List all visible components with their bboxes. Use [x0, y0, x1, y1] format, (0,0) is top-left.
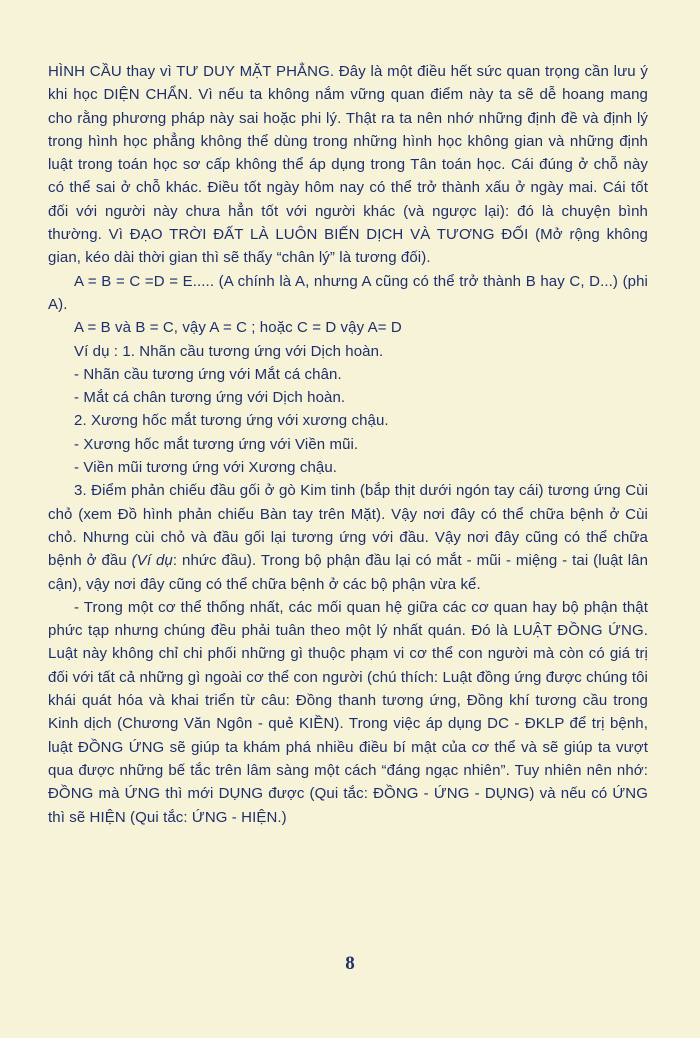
list-item: - Nhãn cầu tương ứng với Mắt cá chân. — [74, 365, 342, 383]
list-item: - Xương hốc mắt tương ứng với Viền mũi. — [74, 435, 359, 453]
page-number: 8 — [345, 953, 355, 974]
paragraph-2: A = B = C =D = E..... (A chính là A, nhưng A cũng có thể trở thành B hay C, D...) (phi A). — [48, 272, 648, 313]
text-run: 3. Điểm phản chiếu đầu gối ở gò Kim tinh (bắp thịt dưới ngón tay cái) tương ứng Cùi chỏ (xem Đồ hình phản chiếu Bàn tay trên Mặt). Vậy nơi đây có thể chữa bệnh ở Cùi chỏ. Nhưng cùi chỏ và đầu gối lại tương ứng với đầu. Vậy nơi đây cũng có thể chữa bệnh ở đầu — [48, 482, 648, 570]
list-item: 2. Xương hốc mắt tương ứng với xương chậu. — [74, 412, 389, 430]
paragraph-dong-ung: - Trong một cơ thể thống nhất, các mối quan hệ giữa các cơ quan hay bộ phận thật phức tạp nhưng chúng đều phải tuân theo một lý nhất quán. Đó là LUẬT ĐỒNG ỨNG. Luật này không chỉ chi phối những gì thuộc phạm vi cơ thể con người mà còn có giá trị đối với tất cả những gì ngoài cơ thể con người (chú thích: Luật đồng ứng được chúng tôi khái quát hóa và khai triển từ câu: Đồng thanh tương ứng, Đồng khí tương cầu trong Kinh dịch (Chương Văn Ngôn - quẻ KIỀN). Trong việc áp dụng DC - ĐKLP để trị bệnh, luật ĐỒNG ỨNG sẽ giúp ta khám phá nhiều điều bí mật của cơ thể và sẽ giúp ta vượt qua được những bế tắc trên lâm sàng một cách “đáng ngạc nhiên”. Tuy nhiên nên nhớ: ĐỒNG mà ỨNG thì mới DỤNG được (Qui tắc: ĐỒNG - ỨNG - DỤNG) và nếu có ỨNG thì sẽ HIỆN (Qui tắc: ỨNG - HIỆN.) — [48, 598, 648, 826]
text-run: : nhức đầu). Trong bộ phận đầu lại có mắt - mũi - miệng - tai (luật lân cận), vậy nơi đây cũng có thể chữa bệnh ở các bộ phận vừa kể. — [48, 552, 649, 593]
list-item: - Viền mũi tương ứng với Xương chậu. — [74, 459, 338, 477]
paragraph-3: A = B và B = C, vậy A = C ; hoặc C = D vậy A= D — [74, 319, 402, 337]
paragraph-example-3 — [48, 479, 648, 595]
paragraph-1: HÌNH CẦU thay vì TƯ DUY MẶT PHẲNG. Đây là một điều hết sức quan trọng cần lưu ý khi học DIỆN CHẨN. Vì nếu ta không nắm vững quan điểm này ta sẽ dễ hoang mang cho rằng phương pháp này sai hoặc phi lý. Thật ra ta nên nhớ những định đề và định lý trong hình học phẳng không thể dùng trong những hình học không gian và những định luật trong toán học sơ cấp không thể áp dụng trong Tân toán học. Cái đúng ở chỗ này có thể sai ở chỗ khác. Điều tốt ngày hôm nay có thể trở thành xấu ở ngày mai. Cái tốt đối với người này chưa hẳn tốt với người khác (và ngược lại): đó là chuyện bình thường. Vì ĐẠO TRỜI ĐẤT LÀ LUÔN BIẾN DỊCH VÀ TƯƠNG ĐỐI (Mở rộng không gian, kéo dài thời gian thì sẽ thấy “chân lý” là tương đối). — [48, 63, 648, 267]
body-text — [48, 60, 648, 829]
example-heading: Ví dụ : 1. Nhãn cầu tương ứng với Dịch hoàn. — [74, 342, 384, 360]
italic-text: (Ví dụ — [131, 552, 173, 570]
list-item: - Mắt cá chân tương ứng với Dịch hoàn. — [74, 389, 346, 407]
